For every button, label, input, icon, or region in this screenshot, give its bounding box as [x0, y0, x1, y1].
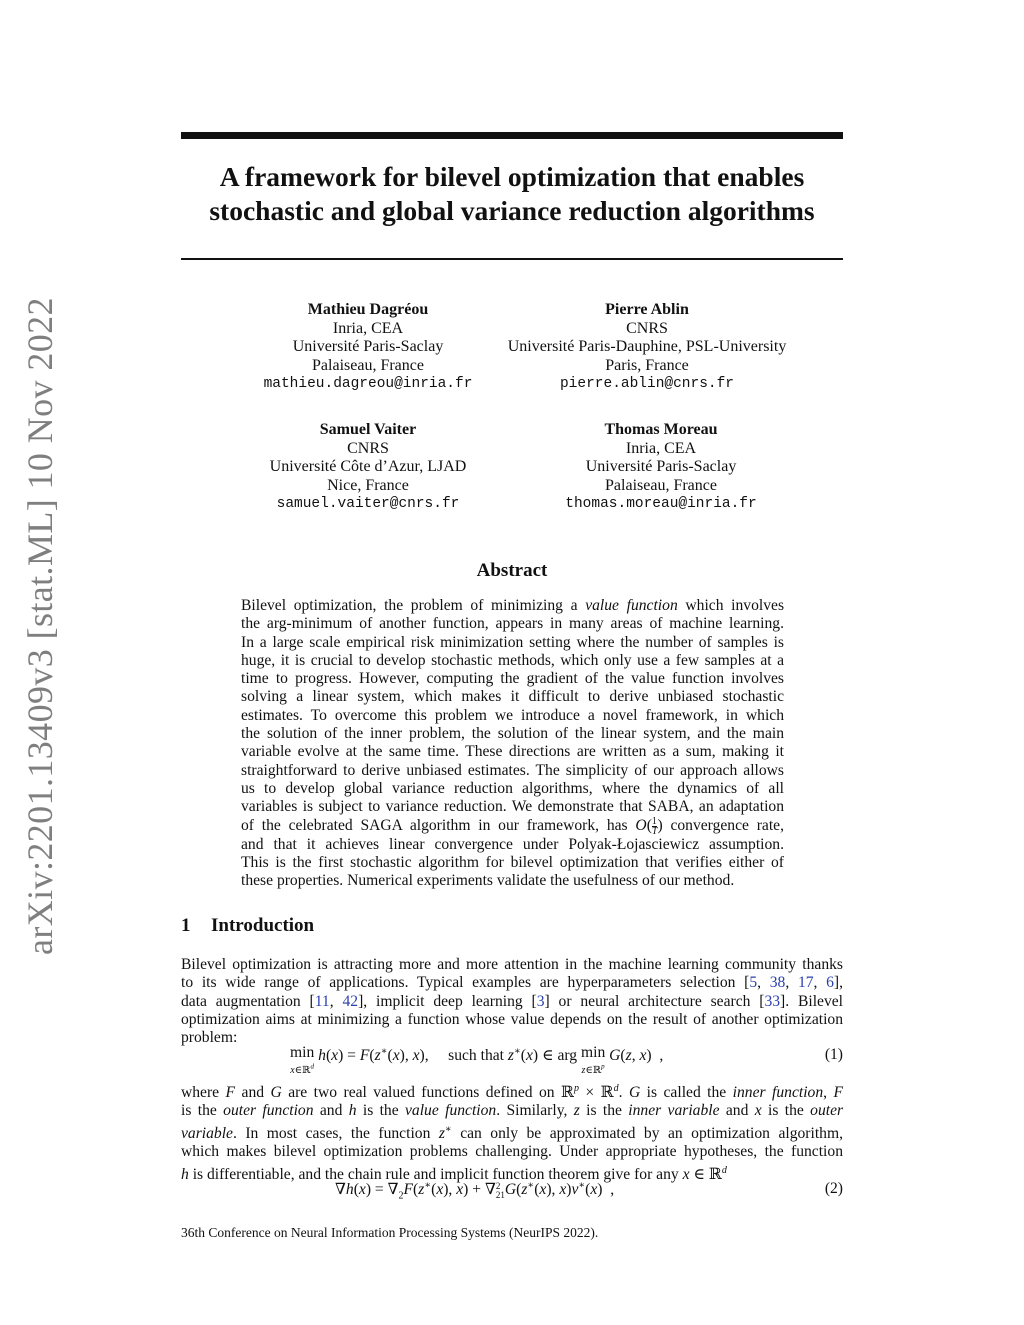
intro-line: to its wide range of applications. Typical examples are hyperparameters selection [5, 38, 17, 6], [181, 974, 844, 992]
conference-footer: 36th Conference on Neural Information Processing Systems (NeurIPS 2022). [181, 1225, 599, 1240]
citation-link[interactable]: 17 [797, 974, 814, 992]
author-affiliation: CNRS [626, 319, 668, 337]
abstract-heading: Abstract [476, 560, 548, 581]
author-name: Thomas Moreau [604, 421, 718, 438]
author-name: Mathieu Dagréou [307, 301, 429, 318]
title-line-1: A framework for bilevel optimization that enables [219, 161, 805, 192]
author-block-4 [501, 421, 821, 514]
author-name: Samuel Vaiter [319, 421, 417, 438]
intro-paragraph-2 [181, 1080, 843, 1184]
title-line-2: stochastic and global variance reduction algorithms [209, 195, 815, 226]
author-block-1 [208, 301, 528, 394]
section-number: 1 [181, 915, 191, 936]
citation-link[interactable]: 38 [769, 974, 786, 992]
intro-line: variable. In most cases, the function z∗ can only be approximated by an optimization algorithm, [181, 1123, 843, 1142]
author-location: Palaiseau, France [312, 356, 424, 374]
arxiv-stamp: arXiv:2201.13409v3 [stat.ML] 10 Nov 2022 [20, 297, 60, 955]
abstract-line: variables is subject to variance reduction. We demonstrate that SABA, an adaptation [241, 798, 784, 816]
citation-link[interactable]: 3 [536, 992, 545, 1010]
equation-number: (2) [824, 1180, 843, 1197]
citation-link[interactable]: 42 [342, 992, 359, 1010]
abstract-line: solving a linear system, which makes it difficult to derive unbiased stochastic [241, 688, 784, 706]
section-title: Introduction [211, 915, 315, 936]
author-block-3 [208, 421, 528, 514]
intro-line: which makes bilevel optimization problems challenging. Under appropriate hypotheses, the function [181, 1143, 843, 1161]
abstract-line: of the celebrated SAGA algorithm in our framework, has O( $\frac{1}{T}$) convergence rate, [241, 815, 784, 837]
intro-line: is the outer function and h is the value function. Similarly, z is the inner variable and x is the outer [181, 1102, 844, 1120]
author-email[interactable]: mathieu.dagreou@inria.fr [263, 376, 473, 392]
author-affiliation: Université Paris-Saclay [585, 458, 737, 475]
author-affiliation: Université Paris-Dauphine, PSL-University [507, 338, 787, 355]
abstract-body [241, 597, 784, 890]
abstract-line: the solution of the inner problem, the solution of the linear system, and the main [241, 725, 784, 743]
paper-title [181, 160, 843, 228]
intro-line: Bilevel optimization is attracting more and more attention in the machine learning community thanks [181, 956, 843, 973]
abstract-line: estimates. To overcome this problem we introduce a novel framework, in which [241, 706, 784, 724]
author-affiliation: Université Paris-Saclay [292, 338, 444, 355]
intro-line: h is differentiable, and the chain rule and implicit function theorem give for any x ∈ ℝ$^d$ [181, 1164, 727, 1183]
title-top-rule [181, 132, 843, 139]
intro-line: where F and G are two real valued functions defined on ℝ$^p$ × ℝ$^d$. G is called the inner function, F [181, 1083, 844, 1102]
author-name: Pierre Ablin [605, 301, 689, 318]
author-affiliation: CNRS [347, 439, 389, 457]
author-email[interactable]: samuel.vaiter@cnrs.fr [276, 496, 460, 512]
abstract-line: us to develop global variance reduction algorithms, where the dynamics of all [241, 779, 784, 797]
abstract-line: straightforward to derive unbiased estimates. The simplicity of our approach allows [241, 761, 784, 779]
author-location: Palaiseau, France [605, 476, 717, 494]
author-location: Paris, France [605, 356, 689, 374]
author-block-2 [487, 301, 807, 394]
author-location: Nice, France [327, 476, 409, 494]
intro-line: data augmentation [11, 42], implicit deep learning [3] or neural architecture search [33]. Bilevel [181, 992, 844, 1010]
author-email[interactable]: thomas.moreau@inria.fr [565, 496, 757, 512]
author-affiliation: Inria, CEA [332, 319, 404, 337]
citation-link[interactable]: 6 [826, 974, 834, 992]
citation-link[interactable]: 11 [314, 992, 330, 1010]
abstract-line: and that it achieves linear convergence under Polyak-Łojasciewicz assumption. [241, 835, 784, 853]
equation-such-that: such that [448, 1047, 505, 1065]
citation-link[interactable]: 33 [764, 992, 781, 1010]
intro-line: optimization aims at minimizing a function whose value depends on the result of another optimization [181, 1010, 843, 1028]
abstract-line: these properties. Numerical experiments validate the usefulness of our method. [241, 872, 735, 890]
title-bottom-rule [181, 258, 843, 260]
equation-1: min x∈ℝ$^d$ h(x) = F(z∗(x), x), such that z∗(x) ∈ arg min z∈ℝ$^p$ G(z, x) , [290, 1044, 664, 1077]
abstract-line: huge, it is crucial to develop stochastic methods, which only use a few samples at a [241, 651, 784, 669]
author-email[interactable]: pierre.ablin@cnrs.fr [559, 376, 735, 392]
intro-line: problem: [181, 1029, 238, 1047]
author-affiliation: Inria, CEA [625, 439, 697, 457]
equation-number: (1) [824, 1046, 843, 1063]
abstract-line: In a large scale empirical risk minimization setting where the number of samples is [241, 633, 784, 651]
intro-paragraph [181, 956, 843, 1047]
equation-2: $\nabla h(x) = \nabla_2F(z^∗(x)$, x) + ∇2 21G(z∗(x), x)v∗(x) , [335, 1180, 615, 1202]
section-heading-introduction [181, 915, 314, 937]
abstract-line: variable evolve at the same time. These directions are written as a sum, making it [241, 743, 784, 761]
abstract-line: the arg-minimum of another function, appears in many areas of machine learning. [241, 615, 784, 633]
abstract-line: time to progress. However, computing the gradient of the value function involves [241, 670, 784, 688]
abstract-line: Bilevel optimization, the problem of minimizing a value function which involves [241, 597, 785, 614]
abstract-line: This is the first stochastic algorithm for bilevel optimization that verifies either of [241, 853, 784, 871]
citation-link[interactable]: 5 [749, 974, 758, 992]
author-affiliation: Université Côte d’Azur, LJAD [269, 458, 467, 475]
